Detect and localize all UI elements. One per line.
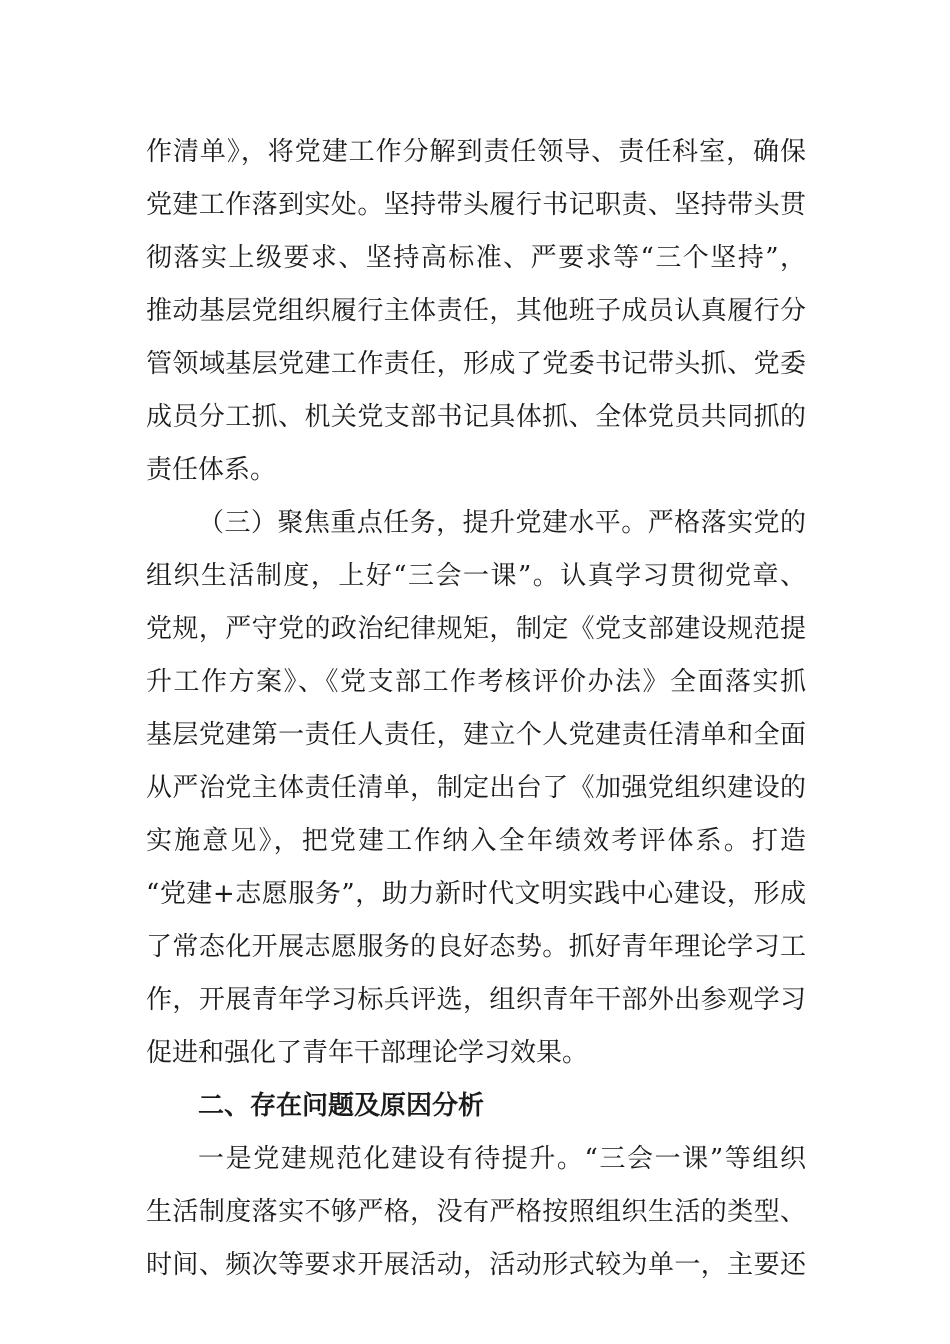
paragraph-line: 责任体系。 (146, 455, 277, 485)
section-heading: 二、存在问题及原因分析 (198, 1091, 485, 1121)
paragraph-line: 作清单》，将党建工作分解到责任领导、责任科室，确保 (146, 137, 806, 167)
paragraph-line: 促进和强化了青年干部理论学习效果。 (146, 1038, 589, 1068)
paragraph-line: 一是党建规范化建设有待提升。“三会一课”等组织 (198, 1144, 806, 1174)
section-heading-line: （三）聚焦重点任务，提升党建水平。严格落实党的 (198, 508, 806, 538)
paragraph-line: 生活制度落实不够严格，没有严格按照组织生活的类型、 (146, 1197, 806, 1227)
paragraph-line: 时间、频次等要求开展活动，活动形式较为单一，主要还 (146, 1250, 806, 1280)
paragraph-line: 作，开展青年学习标兵评选，组织青年干部外出参观学习 (146, 985, 806, 1015)
paragraph-line: 升工作方案》、《党支部工作考核评价办法》全面落实抓 (146, 667, 806, 697)
paragraph-line: 推动基层党组织履行主体责任，其他班子成员认真履行分 (146, 296, 806, 326)
paragraph-line: 管领域基层党建工作责任，形成了党委书记带头抓、党委 (146, 349, 806, 379)
paragraph-line: 彻落实上级要求、坚持高标准、严要求等“三个坚持”， (146, 243, 806, 273)
paragraph-line: 党建工作落到实处。坚持带头履行书记职责、坚持带头贯 (146, 190, 806, 220)
paragraph-line: 成员分工抓、机关党支部书记具体抓、全体党员共同抓的 (146, 402, 806, 432)
paragraph-line: 组织生活制度，上好“三会一课”。认真学习贯彻党章、 (146, 561, 806, 591)
paragraph-line: 实施意见》，把党建工作纳入全年绩效考评体系。打造 (146, 826, 806, 856)
paragraph-line: 了常态化开展志愿服务的良好态势。抓好青年理论学习工 (146, 932, 806, 962)
paragraph-line: 基层党建第一责任人责任，建立个人党建责任清单和全面 (146, 720, 806, 750)
paragraph-line: 从严治党主体责任清单，制定出台了《加强党组织建设的 (146, 773, 806, 803)
paragraph-line: “党建+志愿服务”，助力新时代文明实践中心建设，形成 (146, 879, 806, 909)
paragraph-line: 党规，严守党的政治纪律规矩，制定《党支部建设规范提 (146, 614, 806, 644)
